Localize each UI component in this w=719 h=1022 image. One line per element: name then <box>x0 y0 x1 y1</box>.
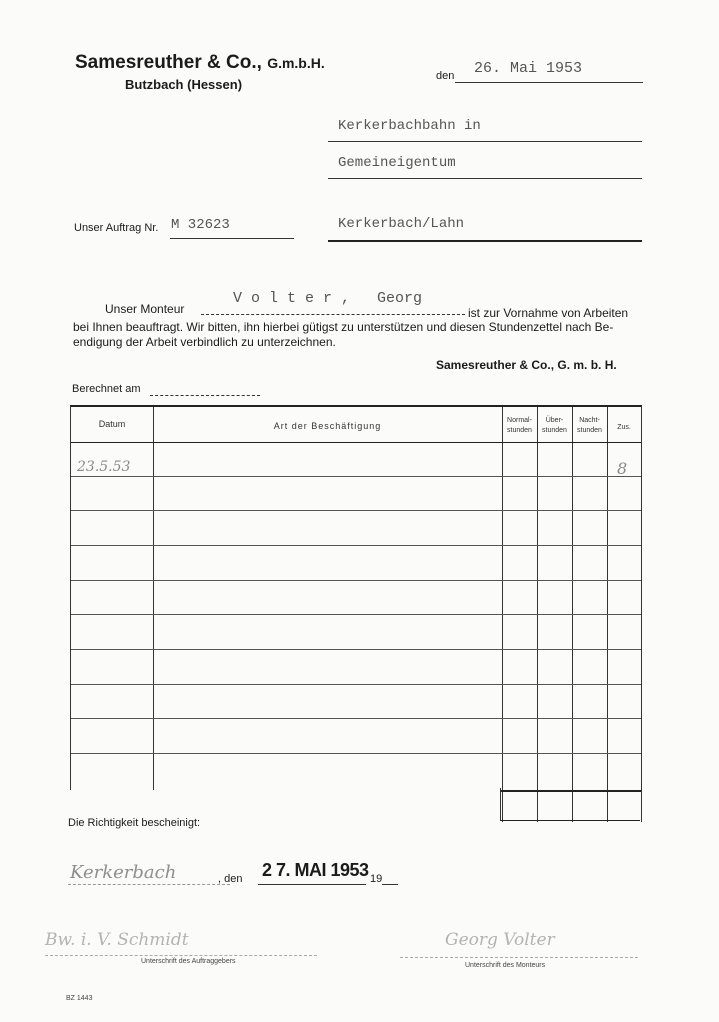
order-line <box>170 238 294 239</box>
company-suffix: G.m.b.H. <box>267 55 325 71</box>
order-number: M 32623 <box>171 217 230 233</box>
monteur-line <box>201 314 465 315</box>
header-nacht-1: Nacht- <box>579 417 600 424</box>
client-signature-line <box>45 955 317 956</box>
stamp-date: 2 7. MAI 1953 <box>262 860 369 880</box>
recipient-rule-2 <box>328 178 642 179</box>
monteur-signature: Georg Volter <box>445 930 555 950</box>
row-rule <box>71 649 641 650</box>
row-rule <box>71 718 641 719</box>
header-art: Art der Beschäftigung <box>273 421 382 431</box>
row-rule <box>71 753 641 754</box>
row-1-datum: 23.5.53 <box>77 459 131 475</box>
header-nacht-2: stunden <box>577 427 602 434</box>
recipient-line-2: Gemeineigentum <box>338 155 456 171</box>
totals-bottom-rule <box>500 820 640 821</box>
header-zus: Zus. <box>617 424 631 431</box>
order-label: Unser Auftrag Nr. <box>74 222 159 234</box>
header-ueber <box>537 416 572 436</box>
berechnet-line <box>150 395 260 396</box>
company-name <box>75 52 325 74</box>
row-rule <box>71 545 641 546</box>
paragraph-line-3: endigung der Arbeit verbindlich zu unterzeichnen. <box>73 335 336 349</box>
header-nacht <box>572 416 607 436</box>
monteur-prefix: Unser Monteur <box>105 302 185 316</box>
letter-date: 26. Mai 1953 <box>474 60 583 77</box>
header-normal-2: stunden <box>507 427 532 434</box>
row-rule <box>71 510 641 511</box>
paragraph-line-2: bei Ihnen beauftragt. Wir bitten, ihn hierbei gütigst zu unterstützen und diesen Stundenzettel nach Be- <box>73 320 614 334</box>
year-line <box>382 884 398 885</box>
header-normal <box>502 416 537 436</box>
monteur-name: V o l t e r , Georg <box>233 290 423 307</box>
den-label: , den <box>218 873 243 885</box>
signature-company: Samesreuther & Co., G. m. b. H. <box>436 358 617 372</box>
date-prefix: den <box>436 70 455 82</box>
monteur-caption: Unterschrift des Monteurs <box>465 962 546 969</box>
row-rule <box>71 684 641 685</box>
totals-left-border <box>500 788 501 821</box>
header-ueber-2: stunden <box>542 427 567 434</box>
company-location: Butzbach (Hessen) <box>125 77 243 92</box>
recipient-line-1: Kerkerbachbahn in <box>338 118 481 134</box>
recipient-line-3: Kerkerbach/Lahn <box>338 216 465 232</box>
monteur-signature-line <box>400 957 638 958</box>
stamp-line <box>258 884 366 885</box>
client-caption: Unterschrift des Auftraggebers <box>141 958 236 965</box>
form-code: BZ 1443 <box>66 995 93 1002</box>
berechnet-label: Berechnet am <box>72 383 141 395</box>
header-rule <box>71 442 641 443</box>
client-signature: Bw. i. V. Schmidt <box>45 930 189 950</box>
row-1-zus: 8 <box>617 459 628 478</box>
row-rule <box>71 614 641 615</box>
recipient-rule-3 <box>328 240 642 242</box>
place-handwritten: Kerkerbach <box>70 862 177 883</box>
header-ueber-1: Über- <box>545 417 564 424</box>
monteur-suffix: ist zur Vornahme von Arbeiten <box>468 306 629 320</box>
date-line <box>455 82 643 83</box>
header-datum: Datum <box>98 419 126 429</box>
timesheet-table <box>70 405 642 822</box>
year-prefix: 19 <box>370 873 383 885</box>
row-rule <box>71 476 641 477</box>
row-rule <box>71 580 641 581</box>
place-line <box>68 884 230 885</box>
recipient-rule-1 <box>328 141 642 142</box>
company-name-main: Samesreuther & Co., <box>75 52 262 73</box>
header-normal-1: Normal- <box>507 417 532 424</box>
certify-label: Die Richtigkeit bescheinigt: <box>68 817 201 829</box>
